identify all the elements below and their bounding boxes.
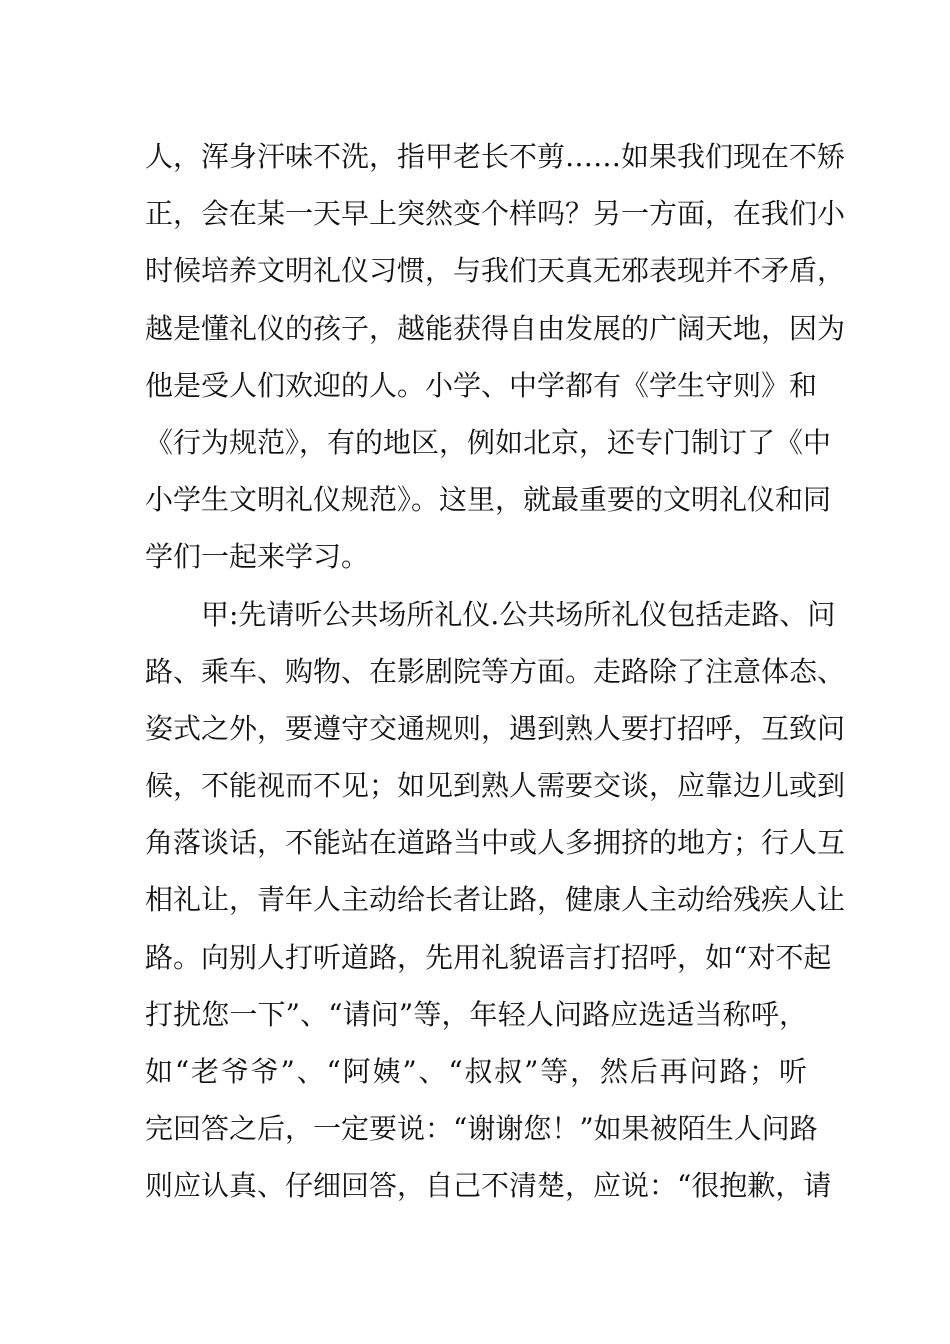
text-line: 时候培养文明礼仪习惯，与我们天真无邪表现并不矛盾， bbox=[145, 254, 846, 288]
text-line: 角落谈话，不能站在道路当中或人多拥挤的地方；行人互 bbox=[145, 826, 846, 860]
text-line: 相礼让，青年人主动给长者让路，健康人主动给残疾人让 bbox=[145, 883, 846, 917]
text-line: 则应认真、仔细回答，自己不清楚，应说：“很抱歉，请 bbox=[145, 1169, 832, 1203]
text-line: 候，不能视而不见；如见到熟人需要交谈，应靠边儿或到 bbox=[145, 769, 846, 803]
text-line: 路。向别人打听道路，先用礼貌语言打招呼，如“对不起 bbox=[145, 940, 832, 974]
text-line: 完回答之后，一定要说：“谢谢您！”如果被陌生人问路 bbox=[145, 1112, 818, 1146]
text-line: 正，会在某一天早上突然变个样吗？另一方面，在我们小 bbox=[145, 197, 846, 231]
text-line: 学们一起来学习。 bbox=[145, 540, 370, 574]
text-line: 路、乘车、购物、在影剧院等方面。走路除了注意体态、 bbox=[145, 654, 846, 688]
text-line: 打扰您一下”、“请问”等，年轻人问路应选适当称呼， bbox=[145, 997, 807, 1031]
paragraph-start-line: 甲:先请听公共场所礼仪.公共场所礼仪包括走路、问 bbox=[201, 597, 836, 631]
text-line: 姿式之外，要遵守交通规则，遇到熟人要打招呼，互致问 bbox=[145, 711, 846, 745]
body-text bbox=[145, 128, 846, 1215]
text-line: 如“老爷爷”、“阿姨”、“叔叔”等，然后再问路；听 bbox=[145, 1055, 807, 1088]
text-line: 他是受人们欢迎的人。小学、中学都有《学生守则》和 bbox=[145, 368, 818, 402]
text-line: 越是懂礼仪的孩子，越能获得自由发展的广阔天地，因为 bbox=[145, 311, 846, 345]
text-line: 《行为规范》，有的地区，例如北京，还专门制订了《中 bbox=[145, 425, 832, 459]
text-line: 人，浑身汗味不洗，指甲老长不剪……如果我们现在不矫 bbox=[145, 140, 846, 173]
text-line: 小学生文明礼仪规范》。这里，就最重要的文明礼仪和同 bbox=[145, 483, 832, 517]
